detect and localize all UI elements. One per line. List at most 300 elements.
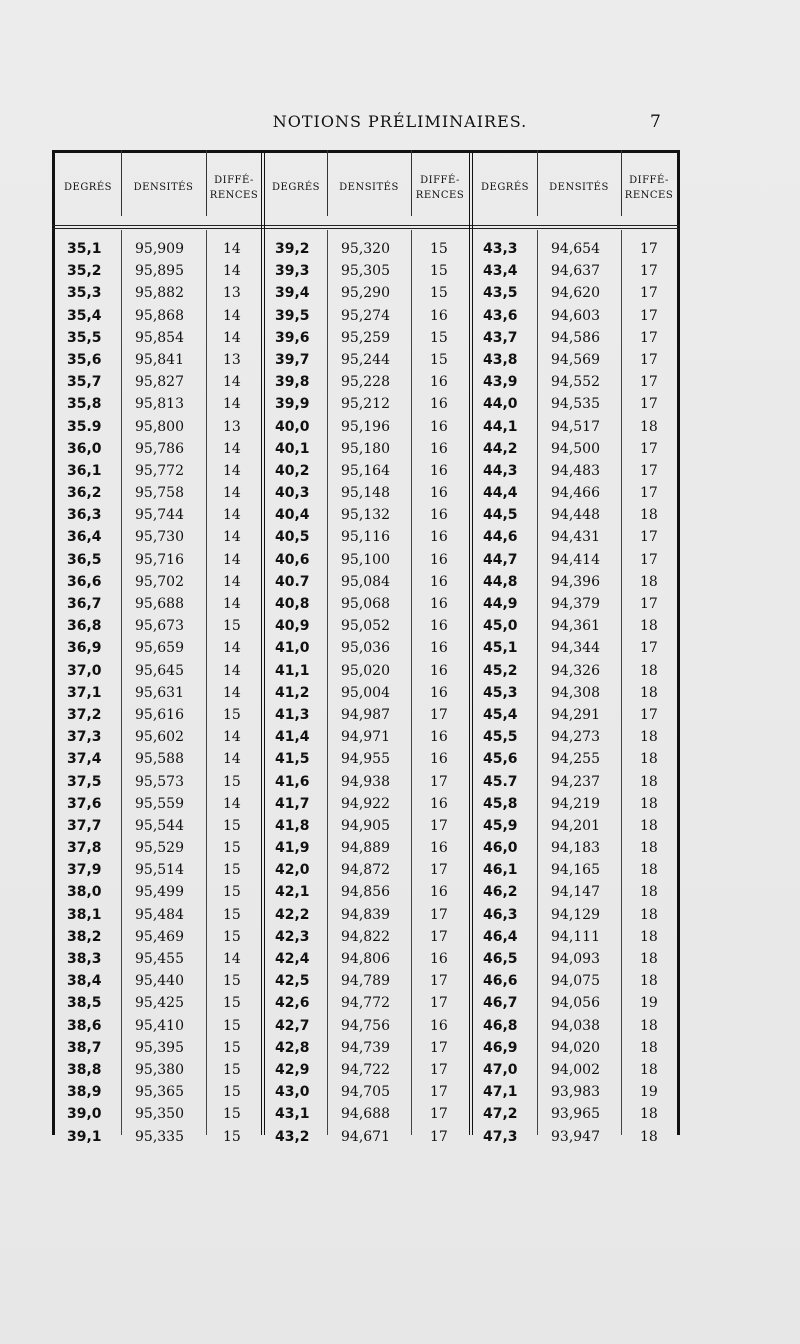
table-row xyxy=(473,1037,677,1059)
density-cell: 94,326 xyxy=(551,662,600,679)
difference-cell: 18 xyxy=(640,817,658,834)
degree-cell: 41,3 xyxy=(275,706,310,723)
difference-cell: 18 xyxy=(640,418,658,435)
table-row xyxy=(55,1103,262,1125)
density-cell: 95,813 xyxy=(135,396,184,413)
degree-cell: 37,0 xyxy=(67,662,102,679)
difference-cell: 16 xyxy=(430,529,448,546)
density-cell: 95,702 xyxy=(135,573,184,590)
degree-cell: 36,8 xyxy=(67,618,102,635)
density-cell: 95,841 xyxy=(135,351,184,368)
degree-cell: 37,4 xyxy=(67,751,102,768)
table-row xyxy=(265,305,469,327)
density-cell: 95,868 xyxy=(135,307,184,324)
degree-cell: 43,6 xyxy=(483,307,518,324)
difference-cell: 14 xyxy=(223,596,241,612)
degree-cell: 46,2 xyxy=(483,884,518,901)
density-cell: 95,800 xyxy=(135,418,184,435)
table-row xyxy=(55,482,262,504)
difference-cell: 16 xyxy=(430,374,448,391)
difference-cell: 15 xyxy=(223,1084,241,1101)
table-row xyxy=(55,526,262,548)
difference-cell: 17 xyxy=(640,529,658,546)
density-cell: 95,274 xyxy=(341,307,390,324)
table-row xyxy=(265,726,469,748)
table-row xyxy=(55,282,262,304)
degree-cell: 40,4 xyxy=(275,507,310,524)
table-row xyxy=(265,837,469,859)
density-cell: 94,129 xyxy=(551,906,600,923)
degree-cell: 42,6 xyxy=(275,995,310,1012)
density-cell: 95,602 xyxy=(135,729,184,746)
degree-cell: 44,5 xyxy=(483,507,518,524)
difference-cell: 17 xyxy=(430,706,448,723)
table-row xyxy=(265,371,469,393)
degree-cell: 37,6 xyxy=(67,795,102,812)
degree-cell: 40,3 xyxy=(275,485,310,502)
density-cell: 94,183 xyxy=(551,840,600,857)
degree-cell: 42,4 xyxy=(275,951,310,967)
table-row xyxy=(473,904,677,926)
table-row xyxy=(265,637,469,659)
density-cell: 95,052 xyxy=(341,618,390,635)
density-cell: 95,744 xyxy=(135,507,184,524)
degree-cell: 38,3 xyxy=(67,951,102,967)
table-group-1 xyxy=(55,150,262,1145)
table-row xyxy=(55,615,262,637)
table-row xyxy=(265,615,469,637)
density-cell: 94,396 xyxy=(551,573,600,590)
degree-cell: 38,7 xyxy=(67,1039,102,1056)
column-separator xyxy=(621,230,622,1135)
difference-cell: 16 xyxy=(430,729,448,746)
degree-cell: 38,0 xyxy=(67,884,102,901)
degree-cell: 43,5 xyxy=(483,285,518,302)
density-cell: 94,971 xyxy=(341,729,390,746)
degree-cell: 35,8 xyxy=(67,396,102,413)
difference-cell: 14 xyxy=(223,951,241,967)
density-cell: 95,259 xyxy=(341,329,390,346)
table-row xyxy=(473,305,677,327)
difference-cell: 15 xyxy=(223,973,241,990)
degree-cell: 35,2 xyxy=(67,263,102,280)
difference-cell: 14 xyxy=(223,307,241,324)
degree-cell: 43,3 xyxy=(483,241,518,257)
table-row xyxy=(55,1081,262,1103)
table-row xyxy=(265,282,469,304)
degree-cell: 42,2 xyxy=(275,906,310,923)
density-cell: 95,616 xyxy=(135,706,184,723)
density-cell: 95,148 xyxy=(341,485,390,502)
density-cell: 95,673 xyxy=(135,618,184,635)
table-row xyxy=(265,948,469,970)
difference-cell: 17 xyxy=(430,773,448,790)
degree-cell: 37,9 xyxy=(67,862,102,879)
degree-cell: 37,7 xyxy=(67,817,102,834)
difference-cell: 17 xyxy=(640,596,658,612)
difference-cell: 17 xyxy=(640,440,658,457)
difference-cell: 14 xyxy=(223,573,241,590)
difference-cell: 15 xyxy=(223,884,241,901)
degree-cell: 35,6 xyxy=(67,351,102,368)
table-row xyxy=(473,571,677,593)
degree-cell: 40,9 xyxy=(275,618,310,635)
difference-cell: 15 xyxy=(223,1106,241,1123)
table-row xyxy=(55,1037,262,1059)
table-row xyxy=(473,416,677,438)
density-cell: 94,535 xyxy=(551,396,600,413)
degree-cell: 46,7 xyxy=(483,995,518,1012)
table-row xyxy=(265,859,469,881)
degree-cell: 45,3 xyxy=(483,684,518,701)
density-cell: 95,645 xyxy=(135,662,184,679)
density-cell: 94,569 xyxy=(551,351,600,368)
difference-cell: 15 xyxy=(430,263,448,280)
density-cell: 95,688 xyxy=(135,596,184,612)
difference-cell: 16 xyxy=(430,462,448,479)
density-cell: 95,573 xyxy=(135,773,184,790)
density-cell: 95,772 xyxy=(135,462,184,479)
density-cell: 95,380 xyxy=(135,1061,184,1078)
table-row xyxy=(55,748,262,770)
difference-cell: 15 xyxy=(223,1061,241,1078)
difference-cell: 16 xyxy=(430,307,448,324)
degree-cell: 39,8 xyxy=(275,374,310,391)
difference-cell: 16 xyxy=(430,440,448,457)
difference-cell: 18 xyxy=(640,662,658,679)
table-row xyxy=(265,926,469,948)
difference-cell: 14 xyxy=(223,729,241,746)
difference-cell: 14 xyxy=(223,329,241,346)
difference-cell: 13 xyxy=(223,351,241,368)
density-cell: 95,588 xyxy=(135,751,184,768)
column-separator xyxy=(206,230,207,1135)
table-row xyxy=(55,504,262,526)
table-row xyxy=(265,682,469,704)
table-row xyxy=(473,793,677,815)
difference-cell: 17 xyxy=(640,329,658,346)
header-degres: DEGRÉS xyxy=(481,182,529,193)
density-cell: 94,344 xyxy=(551,640,600,657)
difference-cell: 15 xyxy=(223,995,241,1012)
density-cell: 95,196 xyxy=(341,418,390,435)
difference-cell: 18 xyxy=(640,1106,658,1123)
degree-cell: 36,3 xyxy=(67,507,102,524)
table-row xyxy=(473,726,677,748)
header-differences-line1: DIFFÉ- xyxy=(214,174,254,186)
difference-cell: 16 xyxy=(430,551,448,568)
difference-cell: 16 xyxy=(430,751,448,768)
density-cell: 95,020 xyxy=(341,662,390,679)
degree-cell: 45.7 xyxy=(483,773,518,790)
table-row xyxy=(265,393,469,415)
density-cell: 95,895 xyxy=(135,263,184,280)
table-row xyxy=(473,948,677,970)
difference-cell: 16 xyxy=(430,485,448,502)
density-cell: 94,586 xyxy=(551,329,600,346)
table-row xyxy=(265,771,469,793)
density-cell: 95,455 xyxy=(135,951,184,967)
table-row xyxy=(473,992,677,1014)
degree-cell: 36,9 xyxy=(67,640,102,657)
density-cell: 94,500 xyxy=(551,440,600,457)
table-row xyxy=(55,815,262,837)
degree-cell: 36,4 xyxy=(67,529,102,546)
degree-cell: 44,1 xyxy=(483,418,518,435)
column-separator xyxy=(411,230,412,1135)
difference-cell: 17 xyxy=(430,1084,448,1101)
table-row xyxy=(265,1081,469,1103)
degree-cell: 35.9 xyxy=(67,418,102,435)
density-cell: 95,730 xyxy=(135,529,184,546)
density-cell: 95,786 xyxy=(135,440,184,457)
difference-cell: 18 xyxy=(640,1128,658,1145)
degree-cell: 41,6 xyxy=(275,773,310,790)
degree-cell: 45,5 xyxy=(483,729,518,746)
density-cell: 95,469 xyxy=(135,928,184,945)
difference-cell: 16 xyxy=(430,884,448,901)
table-row xyxy=(55,305,262,327)
degree-cell: 40,8 xyxy=(275,596,310,612)
table-row xyxy=(55,416,262,438)
density-cell: 94,517 xyxy=(551,418,600,435)
page-number: 7 xyxy=(650,112,661,132)
header-differences-line1: DIFFÉ- xyxy=(629,174,669,186)
density-cell: 94,856 xyxy=(341,884,390,901)
density-cell: 94,273 xyxy=(551,729,600,746)
difference-cell: 14 xyxy=(223,640,241,657)
density-cell: 95,758 xyxy=(135,485,184,502)
difference-cell: 18 xyxy=(640,684,658,701)
table-row xyxy=(265,349,469,371)
table-row xyxy=(473,704,677,726)
density-cell: 94,361 xyxy=(551,618,600,635)
difference-cell: 17 xyxy=(640,241,658,257)
difference-cell: 17 xyxy=(640,462,658,479)
density-cell: 95,180 xyxy=(341,440,390,457)
difference-cell: 18 xyxy=(640,507,658,524)
density-cell: 95,290 xyxy=(341,285,390,302)
difference-cell: 17 xyxy=(640,706,658,723)
density-cell: 95,514 xyxy=(135,862,184,879)
table-row xyxy=(265,881,469,903)
density-cell: 94,466 xyxy=(551,485,600,502)
header-densites: DENSITÉS xyxy=(133,182,194,193)
degree-cell: 37,8 xyxy=(67,840,102,857)
table-row xyxy=(473,438,677,460)
density-cell: 95,036 xyxy=(341,640,390,657)
table-row xyxy=(265,504,469,526)
difference-cell: 14 xyxy=(223,684,241,701)
table-row xyxy=(55,438,262,460)
header-differences xyxy=(411,150,469,225)
table-row xyxy=(265,793,469,815)
table-row xyxy=(55,371,262,393)
density-cell: 94,379 xyxy=(551,596,600,612)
table-rows xyxy=(473,238,677,1148)
difference-cell: 15 xyxy=(430,241,448,257)
density-cell: 93,947 xyxy=(551,1128,600,1145)
difference-cell: 16 xyxy=(430,507,448,524)
degree-cell: 39,1 xyxy=(67,1128,102,1145)
degree-cell: 36,7 xyxy=(67,596,102,612)
density-cell: 94,922 xyxy=(341,795,390,812)
difference-cell: 14 xyxy=(223,440,241,457)
density-cell: 94,789 xyxy=(341,973,390,990)
density-cell: 94,905 xyxy=(341,817,390,834)
difference-cell: 15 xyxy=(223,773,241,790)
density-cell: 94,201 xyxy=(551,817,600,834)
degree-cell: 42,5 xyxy=(275,973,310,990)
degree-cell: 45,9 xyxy=(483,817,518,834)
difference-cell: 17 xyxy=(430,1061,448,1078)
density-cell: 94,308 xyxy=(551,684,600,701)
table-row xyxy=(55,926,262,948)
difference-cell: 17 xyxy=(640,396,658,413)
header-densites: DENSITÉS xyxy=(549,182,609,193)
density-cell: 94,165 xyxy=(551,862,600,879)
density-cell: 94,093 xyxy=(551,951,600,967)
difference-cell: 16 xyxy=(430,840,448,857)
degree-cell: 38,4 xyxy=(67,973,102,990)
table-row xyxy=(473,970,677,992)
density-cell: 94,075 xyxy=(551,973,600,990)
difference-cell: 19 xyxy=(640,995,658,1012)
table-row xyxy=(473,526,677,548)
degree-cell: 41,8 xyxy=(275,817,310,834)
difference-cell: 18 xyxy=(640,906,658,923)
difference-cell: 15 xyxy=(430,285,448,302)
table-row xyxy=(55,393,262,415)
degree-cell: 45,6 xyxy=(483,751,518,768)
density-cell: 95,827 xyxy=(135,374,184,391)
difference-cell: 15 xyxy=(223,906,241,923)
table-row xyxy=(55,837,262,859)
difference-cell: 15 xyxy=(430,351,448,368)
difference-cell: 17 xyxy=(640,640,658,657)
degree-cell: 46,0 xyxy=(483,840,518,857)
difference-cell: 18 xyxy=(640,773,658,790)
density-cell: 94,839 xyxy=(341,906,390,923)
table-row xyxy=(55,859,262,881)
degree-cell: 39,4 xyxy=(275,285,310,302)
density-cell: 94,722 xyxy=(341,1061,390,1078)
degree-cell: 36,6 xyxy=(67,573,102,590)
difference-cell: 15 xyxy=(223,928,241,945)
density-cell: 94,020 xyxy=(551,1039,600,1056)
table-row xyxy=(265,1059,469,1081)
degree-cell: 39,0 xyxy=(67,1106,102,1123)
density-cell: 95,716 xyxy=(135,551,184,568)
difference-cell: 18 xyxy=(640,729,658,746)
density-cell: 94,955 xyxy=(341,751,390,768)
density-cell: 95,116 xyxy=(341,529,390,546)
table-row xyxy=(55,704,262,726)
column-separator xyxy=(537,230,538,1135)
degree-cell: 41,4 xyxy=(275,729,310,746)
degree-cell: 42,7 xyxy=(275,1017,310,1034)
degree-cell: 37,2 xyxy=(67,706,102,723)
degree-cell: 45,1 xyxy=(483,640,518,657)
table-row xyxy=(265,1037,469,1059)
degree-cell: 36,0 xyxy=(67,440,102,457)
degree-cell: 47,3 xyxy=(483,1128,518,1145)
density-cell: 94,255 xyxy=(551,751,600,768)
difference-cell: 17 xyxy=(640,374,658,391)
degree-cell: 35,1 xyxy=(67,241,102,257)
density-cell: 94,620 xyxy=(551,285,600,302)
density-cell: 94,603 xyxy=(551,307,600,324)
density-cell: 95,659 xyxy=(135,640,184,657)
degree-cell: 44,9 xyxy=(483,596,518,612)
density-cell: 94,772 xyxy=(341,995,390,1012)
table-row xyxy=(265,704,469,726)
degree-cell: 41,7 xyxy=(275,795,310,812)
difference-cell: 14 xyxy=(223,551,241,568)
difference-cell: 16 xyxy=(430,684,448,701)
degree-cell: 44,6 xyxy=(483,529,518,546)
table-row xyxy=(473,1126,677,1148)
degree-cell: 42,8 xyxy=(275,1039,310,1056)
degree-cell: 45,2 xyxy=(483,662,518,679)
difference-cell: 17 xyxy=(640,285,658,302)
table-row xyxy=(473,593,677,615)
density-cell: 95,350 xyxy=(135,1106,184,1123)
degree-cell: 39,6 xyxy=(275,329,310,346)
difference-cell: 14 xyxy=(223,795,241,812)
density-cell: 95,544 xyxy=(135,817,184,834)
difference-cell: 15 xyxy=(223,1128,241,1145)
degree-cell: 41,0 xyxy=(275,640,310,657)
difference-cell: 14 xyxy=(223,751,241,768)
density-cell: 95,410 xyxy=(135,1017,184,1034)
difference-cell: 15 xyxy=(223,706,241,723)
degree-cell: 46,8 xyxy=(483,1017,518,1034)
table-row xyxy=(55,970,262,992)
degree-cell: 46,9 xyxy=(483,1039,518,1056)
column-separator xyxy=(121,230,122,1135)
degree-cell: 41,9 xyxy=(275,840,310,857)
table-row xyxy=(473,504,677,526)
table-row xyxy=(55,1059,262,1081)
table-row xyxy=(473,327,677,349)
density-cell: 95,335 xyxy=(135,1128,184,1145)
table-row xyxy=(473,349,677,371)
table-row xyxy=(473,482,677,504)
degree-cell: 40,1 xyxy=(275,440,310,457)
table-row xyxy=(473,615,677,637)
density-cell: 95,365 xyxy=(135,1084,184,1101)
density-cell: 95,084 xyxy=(341,573,390,590)
degree-cell: 38,1 xyxy=(67,906,102,923)
difference-cell: 17 xyxy=(430,906,448,923)
density-cell: 94,483 xyxy=(551,462,600,479)
table-row xyxy=(473,881,677,903)
degree-cell: 39,9 xyxy=(275,396,310,413)
difference-cell: 14 xyxy=(223,485,241,502)
table-row xyxy=(265,660,469,682)
table-row xyxy=(265,260,469,282)
table-row xyxy=(55,327,262,349)
density-cell: 95,228 xyxy=(341,374,390,391)
density-cell: 94,739 xyxy=(341,1039,390,1056)
difference-cell: 14 xyxy=(223,241,241,257)
table-row xyxy=(473,282,677,304)
degree-cell: 39,3 xyxy=(275,263,310,280)
header-degres: DEGRÉS xyxy=(64,182,112,193)
degree-cell: 44,3 xyxy=(483,462,518,479)
table-row xyxy=(265,992,469,1014)
